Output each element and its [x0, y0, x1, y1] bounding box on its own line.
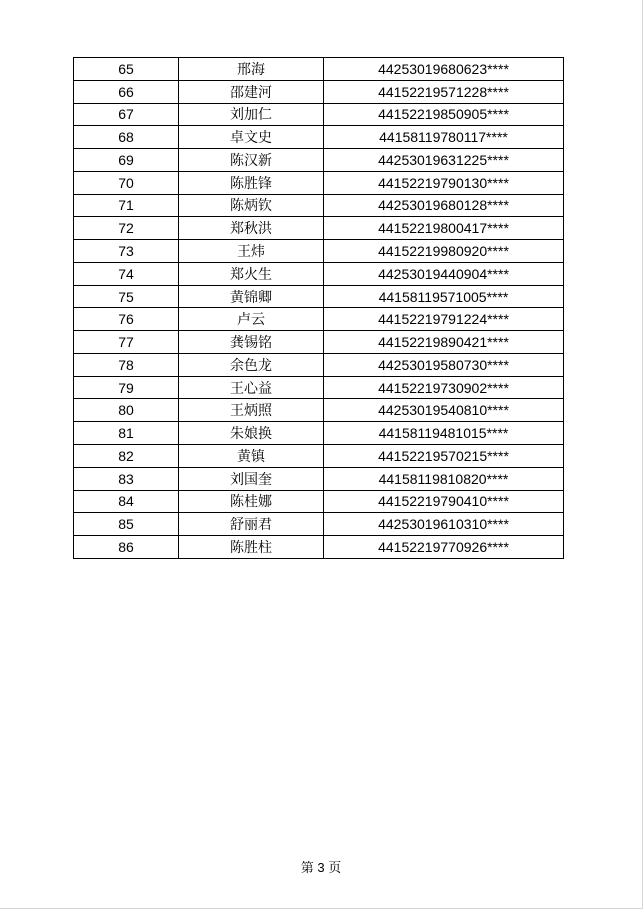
cell-name: 黄锦卿 [179, 285, 324, 308]
table-row [74, 513, 564, 536]
roster-table-body [74, 58, 564, 559]
cell-no: 65 [74, 58, 179, 81]
table-row [74, 171, 564, 194]
cell-no: 68 [74, 126, 179, 149]
table-row [74, 103, 564, 126]
cell-id: 44152219571228**** [324, 80, 564, 103]
cell-name: 刘加仁 [179, 103, 324, 126]
cell-name: 陈炳钦 [179, 194, 324, 217]
cell-id: 44158119481015**** [324, 422, 564, 445]
cell-no: 75 [74, 285, 179, 308]
cell-id: 44158119810820**** [324, 467, 564, 490]
cell-name: 王心益 [179, 376, 324, 399]
cell-name: 邢海 [179, 58, 324, 81]
cell-id: 44253019440904**** [324, 262, 564, 285]
cell-no: 70 [74, 171, 179, 194]
cell-name: 卢云 [179, 308, 324, 331]
table-row [74, 445, 564, 468]
cell-no: 83 [74, 467, 179, 490]
cell-no: 80 [74, 399, 179, 422]
page-number: 第 3 页 [300, 860, 342, 875]
cell-no: 79 [74, 376, 179, 399]
cell-no: 74 [74, 262, 179, 285]
cell-id: 44152219850905**** [324, 103, 564, 126]
table-row [74, 331, 564, 354]
cell-name: 陈胜锋 [179, 171, 324, 194]
cell-id: 44152219790410**** [324, 490, 564, 513]
cell-name: 王炳照 [179, 399, 324, 422]
table-row [74, 422, 564, 445]
cell-name: 陈胜柱 [179, 536, 324, 559]
cell-no: 72 [74, 217, 179, 240]
cell-id: 44152219770926**** [324, 536, 564, 559]
cell-id: 44253019631225**** [324, 149, 564, 172]
cell-id: 44253019540810**** [324, 399, 564, 422]
cell-no: 82 [74, 445, 179, 468]
cell-name: 王炜 [179, 240, 324, 263]
cell-name: 卓文史 [179, 126, 324, 149]
table-row [74, 308, 564, 331]
cell-name: 陈桂娜 [179, 490, 324, 513]
table-row [74, 285, 564, 308]
table-row [74, 467, 564, 490]
cell-name: 舒丽君 [179, 513, 324, 536]
cell-name: 刘国奎 [179, 467, 324, 490]
table-row [74, 80, 564, 103]
cell-id: 44152219800417**** [324, 217, 564, 240]
table-row [74, 376, 564, 399]
table-row [74, 536, 564, 559]
cell-no: 78 [74, 353, 179, 376]
cell-id: 44152219980920**** [324, 240, 564, 263]
cell-id: 44152219890421**** [324, 331, 564, 354]
table-row [74, 262, 564, 285]
cell-id: 44253019680128**** [324, 194, 564, 217]
cell-id: 44152219791224**** [324, 308, 564, 331]
cell-no: 67 [74, 103, 179, 126]
table-row [74, 353, 564, 376]
cell-id: 44253019680623**** [324, 58, 564, 81]
table-row [74, 194, 564, 217]
cell-id: 44158119571005**** [324, 285, 564, 308]
table-row [74, 399, 564, 422]
cell-no: 73 [74, 240, 179, 263]
cell-name: 陈汉新 [179, 149, 324, 172]
cell-name: 郑火生 [179, 262, 324, 285]
cell-name: 黄镇 [179, 445, 324, 468]
cell-no: 66 [74, 80, 179, 103]
cell-id: 44152219790130**** [324, 171, 564, 194]
table-row [74, 149, 564, 172]
table-row [74, 217, 564, 240]
cell-no: 81 [74, 422, 179, 445]
cell-id: 44253019580730**** [324, 353, 564, 376]
cell-no: 85 [74, 513, 179, 536]
cell-no: 76 [74, 308, 179, 331]
cell-name: 郑秋洪 [179, 217, 324, 240]
cell-no: 84 [74, 490, 179, 513]
table-row [74, 126, 564, 149]
cell-name: 朱娘换 [179, 422, 324, 445]
cell-name: 余色龙 [179, 353, 324, 376]
cell-no: 77 [74, 331, 179, 354]
cell-name: 邵建河 [179, 80, 324, 103]
cell-id: 44152219730902**** [324, 376, 564, 399]
cell-name: 龚锡铭 [179, 331, 324, 354]
table-row [74, 240, 564, 263]
cell-id: 44158119780117**** [324, 126, 564, 149]
cell-no: 69 [74, 149, 179, 172]
id-roster-table [73, 57, 564, 559]
cell-no: 86 [74, 536, 179, 559]
cell-id: 44152219570215**** [324, 445, 564, 468]
table-row [74, 490, 564, 513]
cell-no: 71 [74, 194, 179, 217]
table-row [74, 58, 564, 81]
cell-id: 44253019610310**** [324, 513, 564, 536]
